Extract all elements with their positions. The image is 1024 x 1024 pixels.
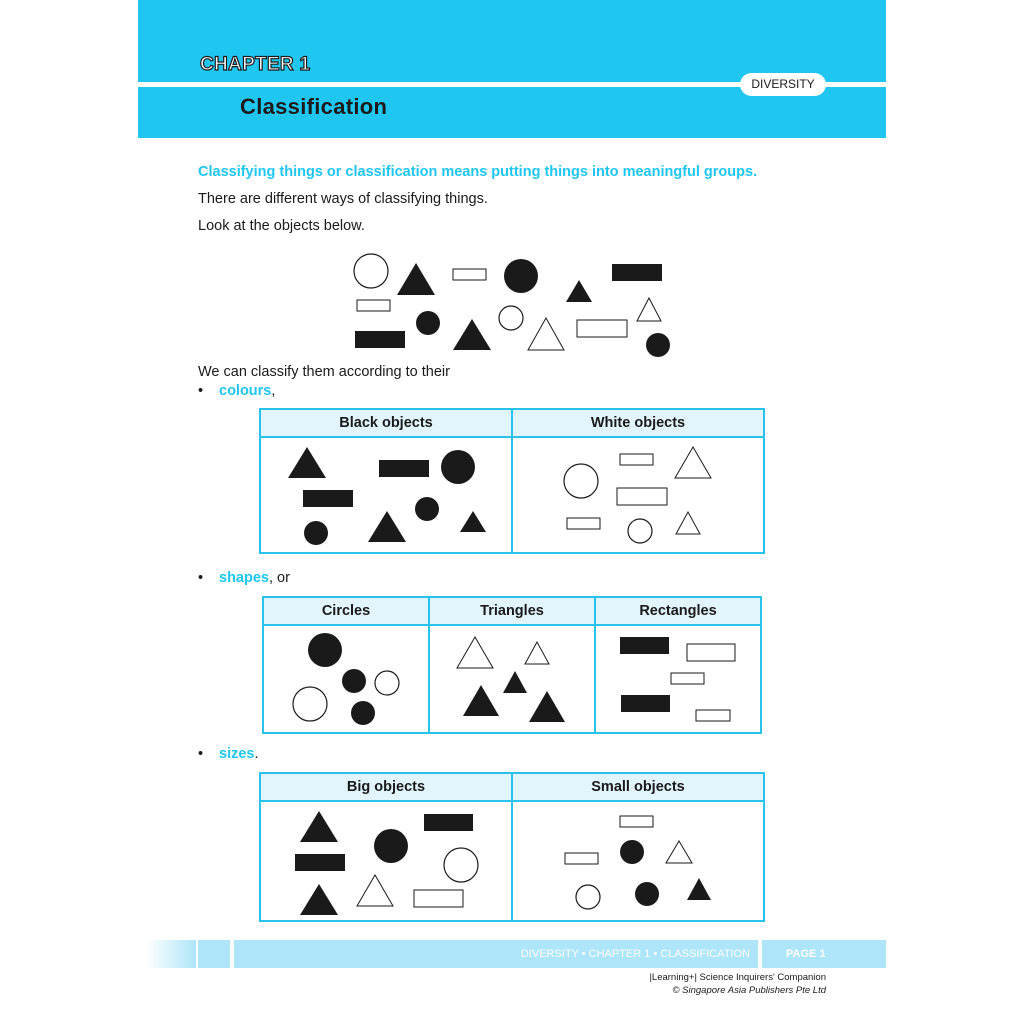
black-rectangle-shape <box>612 264 662 281</box>
keyword-shapes: shapes <box>219 570 269 586</box>
topic-badge: DIVERSITY <box>740 73 826 96</box>
header-big-objects: Big objects <box>260 773 512 801</box>
black-circle-shape <box>308 633 342 667</box>
black-rectangle-shape <box>355 331 405 348</box>
black-circle-shape <box>504 259 538 293</box>
keyword-colours: colours <box>219 383 272 399</box>
black-triangle-shape <box>529 691 565 722</box>
black-objects-cell <box>260 437 512 553</box>
big-objects-illustration <box>261 802 511 920</box>
black-circle-shape <box>415 497 439 521</box>
white-circle-shape <box>499 306 523 330</box>
white-circle-shape <box>444 848 478 882</box>
white-rectangle-shape <box>617 488 667 505</box>
black-circle-shape <box>635 882 659 906</box>
white-triangle-shape <box>457 637 493 668</box>
white-rectangle-shape <box>357 300 390 311</box>
black-rectangle-shape <box>424 814 473 831</box>
circles-illustration <box>264 626 428 732</box>
white-rectangle-shape <box>453 269 486 280</box>
bullet-suffix: , <box>271 383 276 399</box>
triangles-illustration <box>430 626 594 732</box>
publisher-credit: © Singapore Asia Publishers Pte Ltd <box>672 985 826 996</box>
big-objects-cell <box>260 801 512 921</box>
black-rectangle-shape <box>303 490 353 507</box>
white-rectangle-shape <box>620 454 653 465</box>
white-triangle-shape <box>357 875 393 906</box>
black-circle-shape <box>304 521 328 545</box>
black-triangle-shape <box>288 447 326 478</box>
header-white-objects: White objects <box>512 409 764 437</box>
black-triangle-shape <box>453 319 491 350</box>
black-rectangle-shape <box>379 460 429 477</box>
white-rectangle-shape <box>696 710 730 721</box>
bullet-marker: • <box>198 746 204 762</box>
header-black-objects: Black objects <box>260 409 512 437</box>
bullet-suffix: , or <box>268 570 290 586</box>
black-circle-shape <box>351 701 375 725</box>
bullet-suffix: . <box>254 746 259 762</box>
chapter-label: CHAPTER 1 <box>200 54 311 75</box>
white-rectangle-shape <box>687 644 735 661</box>
white-objects-illustration <box>513 438 763 552</box>
black-triangle-shape <box>397 263 435 295</box>
classify-intro: We can classify them according to their <box>198 364 450 380</box>
white-triangle-shape <box>528 318 564 350</box>
white-triangle-shape <box>666 841 692 863</box>
intro-line-1: There are different ways of classifying things. <box>198 191 488 207</box>
white-rectangle-shape <box>620 816 653 827</box>
black-rectangle-shape <box>295 854 345 871</box>
sizes-table <box>259 772 765 922</box>
definition-text: Classifying things or classification means putting things into meaningful groups. <box>198 164 758 180</box>
white-circle-shape <box>576 885 600 909</box>
bullet-marker: • <box>198 570 204 586</box>
black-triangle-shape <box>460 511 486 532</box>
page-title: Classification <box>240 94 388 119</box>
bullet-sizes <box>198 746 259 762</box>
footer-fade-block <box>146 940 196 968</box>
black-triangle-shape <box>300 811 338 842</box>
intro-line-2: Look at the objects below. <box>198 218 365 234</box>
small-objects-illustration <box>513 802 763 920</box>
triangles-cell <box>429 625 595 733</box>
white-circle-shape <box>628 519 652 543</box>
header-small-objects: Small objects <box>512 773 764 801</box>
black-objects-illustration <box>261 438 511 552</box>
black-circle-shape <box>342 669 366 693</box>
footer-section-label: DIVERSITY • CHAPTER 1 • CLASSIFICATION <box>234 940 758 968</box>
white-circle-shape <box>564 464 598 498</box>
rectangles-cell <box>595 625 761 733</box>
black-rectangle-shape <box>621 695 670 712</box>
white-rectangle-shape <box>671 673 704 684</box>
white-triangle-shape <box>525 642 549 664</box>
black-triangle-shape <box>463 685 499 716</box>
black-triangle-shape <box>368 511 406 542</box>
white-triangle-shape <box>637 298 661 321</box>
white-rectangle-shape <box>414 890 463 907</box>
header-circles: Circles <box>263 597 429 625</box>
white-triangle-shape <box>675 447 711 478</box>
black-circle-shape <box>374 829 408 863</box>
white-circle-shape <box>375 671 399 695</box>
black-rectangle-shape <box>620 637 669 654</box>
book-title-credit: |Learning+| Science Inquirers' Companion <box>649 972 826 983</box>
colours-table <box>259 408 765 554</box>
black-circle-shape <box>646 333 670 357</box>
shapes-table <box>262 596 762 734</box>
footer-page-number: PAGE 1 <box>762 940 886 968</box>
rectangles-illustration <box>596 626 760 732</box>
keyword-sizes: sizes <box>219 746 255 762</box>
white-rectangle-shape <box>577 320 627 337</box>
circles-cell <box>263 625 429 733</box>
header-rectangles: Rectangles <box>595 597 761 625</box>
white-circle-shape <box>293 687 327 721</box>
header-triangles: Triangles <box>429 597 595 625</box>
black-circle-shape <box>441 450 475 484</box>
white-objects-cell <box>512 437 764 553</box>
black-triangle-shape <box>503 671 527 693</box>
black-triangle-shape <box>687 878 711 900</box>
mixed-objects-illustration <box>340 248 680 363</box>
black-triangle-shape <box>300 884 338 915</box>
black-circle-shape <box>620 840 644 864</box>
white-triangle-shape <box>676 512 700 534</box>
black-circle-shape <box>416 311 440 335</box>
small-objects-cell <box>512 801 764 921</box>
bullet-marker: • <box>198 383 204 399</box>
bullet-shapes <box>198 570 290 586</box>
white-rectangle-shape <box>567 518 600 529</box>
bullet-colours <box>198 383 275 399</box>
footer-block <box>198 940 230 968</box>
white-circle-shape <box>354 254 388 288</box>
white-rectangle-shape <box>565 853 598 864</box>
black-triangle-shape <box>566 280 592 302</box>
